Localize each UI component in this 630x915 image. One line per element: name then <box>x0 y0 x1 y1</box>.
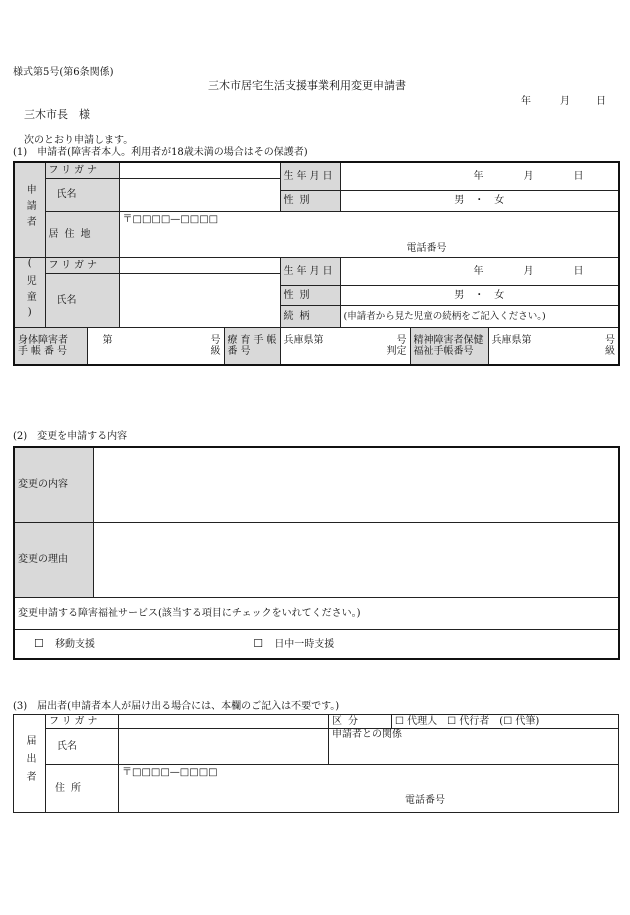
change-reason-label: 変更の理由 <box>14 522 93 597</box>
intro-text: 次のとおり申請します。 <box>24 135 134 146</box>
section-1-heading: (1) 申請者(障害者本人。利用者が18歳未満の場合はその保護者) <box>13 147 308 158</box>
sex-field[interactable]: 男 ・ 女 <box>340 190 619 211</box>
postal-code: 〒□□□□—□□□□ <box>122 213 219 225</box>
checkbox-proxy[interactable]: ☐ <box>447 716 457 727</box>
child-label: (児童) <box>14 257 45 327</box>
birth-label: 生年月日 <box>280 162 340 190</box>
mental-label: 精神障害者保健 福祉手帳番号 <box>410 327 488 365</box>
checkbox-writing[interactable]: ☐ <box>503 716 513 727</box>
service-instruction: 変更申請する障害福祉サービス(該当する項目にチェックをいれてください。) <box>14 597 619 629</box>
checkbox-nicchu[interactable]: ☐ <box>253 636 264 650</box>
applicant-table <box>13 161 620 366</box>
ryoiku-field[interactable]: 兵庫県第 号 判定 <box>280 327 410 365</box>
child-furigana-field[interactable] <box>119 257 280 273</box>
checkbox-idou[interactable]: ☐ <box>34 636 44 650</box>
name-label: 氏名 <box>45 178 119 211</box>
kubun-label: 区分 <box>329 715 392 729</box>
date-year-label: 年 <box>521 96 531 107</box>
address-field[interactable] <box>119 211 619 257</box>
option-idou-label: 移動支援 <box>55 638 96 650</box>
filer-address-label: 住所 <box>46 765 119 813</box>
form-title: 三木市居宅生活支援事業利用変更申請書 <box>208 79 406 92</box>
child-sex-field[interactable]: 男 ・ 女 <box>340 285 619 305</box>
furigana-field[interactable] <box>119 162 280 178</box>
change-content-field[interactable] <box>93 447 619 522</box>
ryoiku-label: 療育手帳 番号 <box>224 327 280 365</box>
physical-disability-field[interactable]: 第 号 級 <box>87 327 224 365</box>
physical-disability-label: 身体障害者 手帳番号 <box>14 327 87 365</box>
checkbox-agent[interactable]: ☐ <box>395 716 404 727</box>
child-birth-field[interactable]: 年 月 日 <box>340 257 619 285</box>
child-furigana-label: フリガナ <box>45 257 119 273</box>
furigana-label: フリガナ <box>45 162 119 178</box>
kubun-options: ☐ 代理人 ☐ 代行者 (☐ 代筆) <box>392 715 619 729</box>
name-field[interactable] <box>119 178 280 211</box>
date-day-label: 日 <box>596 96 606 107</box>
section-3-heading: (3) 届出者(申請者本人が届け出る場合には、本欄のご記入は不要です。) <box>13 701 340 712</box>
relation-note[interactable]: (申請者から見た児童の続柄をご記入ください。) <box>340 305 619 327</box>
form-number: 様式第5号(第6条関係) <box>13 67 114 78</box>
address-label: 居住地 <box>45 211 119 257</box>
relationship-field[interactable]: 申請者との関係 <box>329 729 619 765</box>
change-content-label: 変更の内容 <box>14 447 93 522</box>
option-nicchu-label: 日中一時支援 <box>274 638 335 650</box>
applicant-label: 申請者 <box>14 162 45 257</box>
filer-furigana-field[interactable] <box>119 715 329 729</box>
relation-label: 続柄 <box>280 305 340 327</box>
child-name-field[interactable] <box>119 273 280 327</box>
filer-postal: 〒□□□□—□□□□ <box>122 767 218 778</box>
filer-name-label: 氏名 <box>46 729 119 765</box>
date-month-label: 月 <box>560 96 570 107</box>
filer-furigana-label: フリガナ <box>46 715 119 729</box>
filer-address-field[interactable] <box>119 765 619 813</box>
mental-field[interactable]: 兵庫県第 号 級 <box>488 327 619 365</box>
phone-label: 電話番号 <box>406 242 447 254</box>
addressee: 三木市長 様 <box>24 108 90 121</box>
child-sex-label: 性別 <box>280 285 340 305</box>
filer-name-field[interactable] <box>119 729 329 765</box>
section-2-heading: (2) 変更を申請する内容 <box>13 431 128 442</box>
filer-phone-label: 電話番号 <box>405 795 445 806</box>
sex-label: 性別 <box>280 190 340 211</box>
child-birth-label: 生年月日 <box>280 257 340 285</box>
child-name-label: 氏名 <box>45 273 119 327</box>
change-reason-field[interactable] <box>93 522 619 597</box>
service-options <box>14 629 619 659</box>
filer-table <box>13 714 619 813</box>
birth-field[interactable]: 年 月 日 <box>340 162 619 190</box>
filer-label: 届出者 <box>14 715 46 813</box>
change-table <box>13 446 620 660</box>
